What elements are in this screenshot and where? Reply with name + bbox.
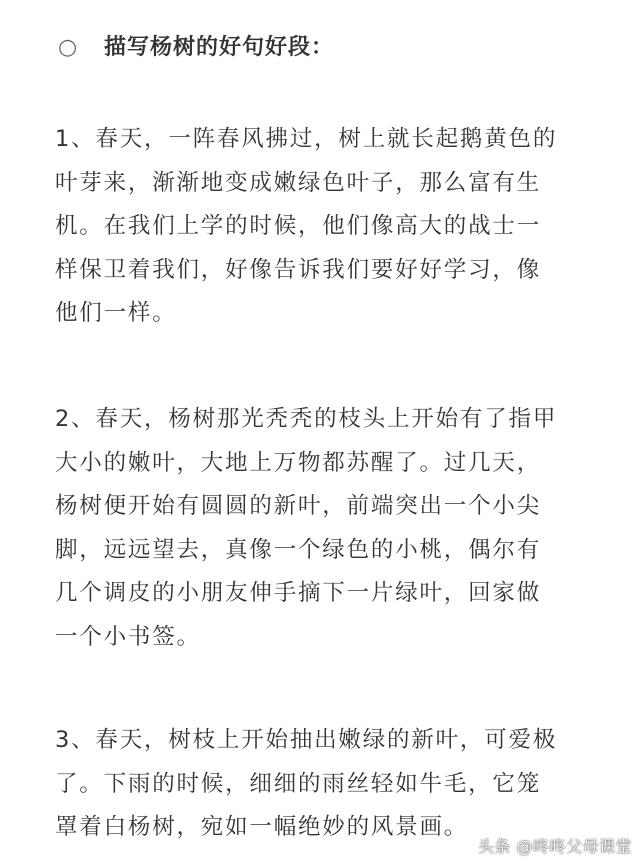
paragraph-line: 脚，远远望去，真像一个绿色的小桃，偶尔有 xyxy=(55,536,542,563)
paragraph-line: 了。下雨的时候，细细的雨丝轻如牛毛，它笼 xyxy=(55,770,542,797)
bullet-circle-icon: ○ xyxy=(58,35,78,60)
paragraph-3 xyxy=(55,719,595,850)
paragraph-line: 机。在我们上学的时候，他们像高大的战士一 xyxy=(55,213,542,239)
section-heading xyxy=(58,30,334,66)
paragraph-line: 他们一样。 xyxy=(55,300,177,326)
paragraph-line: 叶芽来，渐渐地变成嫩绿色叶子，那么富有生 xyxy=(55,169,542,196)
paragraph-line: 几个调皮的小朋友伸手摘下一片绿叶，回家做 xyxy=(55,580,542,606)
paragraph-line: 大小的嫩叶，大地上万物都苏醒了。过几天， xyxy=(55,449,542,476)
paragraph-line: 3、春天，树枝上开始抽出嫩绿的新叶，可爱极 xyxy=(55,727,558,753)
paragraph-line: 罩着白杨树，宛如一幅绝妙的风景画。 xyxy=(55,814,469,840)
paragraph-1 xyxy=(55,118,595,336)
paragraph-line: 样保卫着我们，好像告诉我们要好好学习，像 xyxy=(55,256,542,283)
paragraph-line: 1、春天，一阵春风拂过，树上就长起鹅黄色的 xyxy=(55,126,558,152)
paragraph-line: 杨树便开始有圆圆的新叶，前端突出一个小尖 xyxy=(55,493,542,519)
paragraph-line: 一个小书签。 xyxy=(55,623,201,650)
paragraph-2 xyxy=(55,398,595,659)
paragraph-line: 2、春天，杨树那光秃秃的枝头上开始有了指甲 xyxy=(55,406,558,432)
source-watermark: 头条 @咚咚父母课堂 xyxy=(477,837,632,856)
section-title: 描写杨树的好句好段： xyxy=(104,35,335,60)
